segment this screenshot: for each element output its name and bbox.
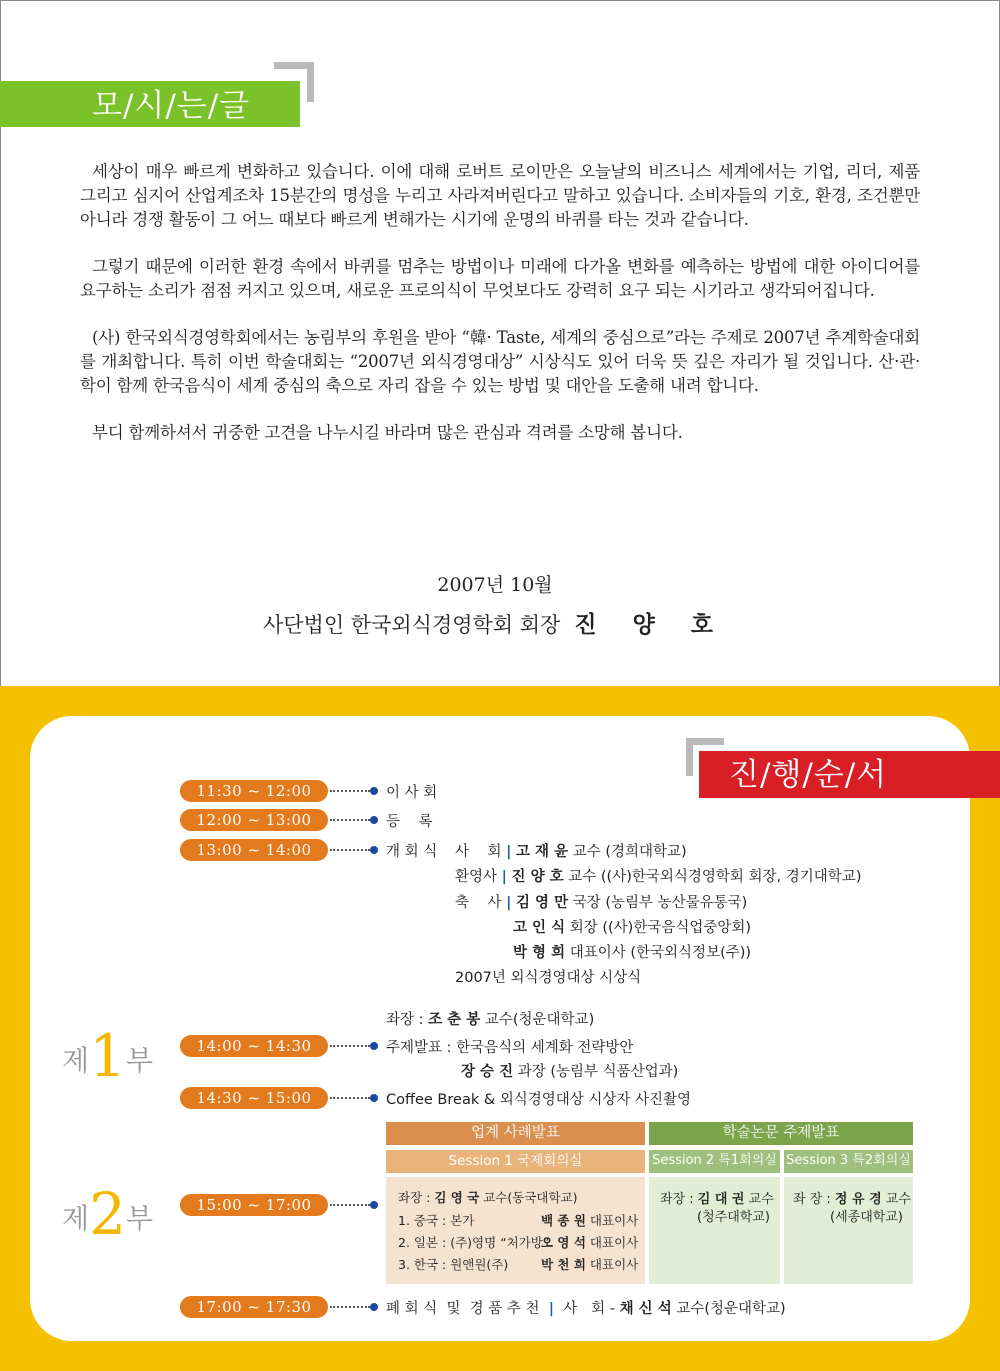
part1-chair [386,1008,594,1029]
chair-label: 좌장 : [398,1190,435,1205]
bullet-icon [370,816,378,824]
bullet-icon [370,1201,378,1209]
part2-label [62,1180,153,1248]
session1-item-label: 2. 일본 : (주)영명 “처가방” [398,1235,550,1250]
opening-congrats-2 [513,916,751,937]
person-name: 고 재 윤 [515,844,569,860]
signer-name: 진 양 호 [574,612,728,638]
letter-paragraph: (사) 한국외식경영학회에서는 농림부의 후원을 받아 “韓· Taste, 세계의 중심으로”라는 주제로 2007년 추계학술대회를 개최합니다. 특히 이번 학술대회는 “2007년 외식경영대상” 시상식도 있어 더욱 뜻 깊은 자리가 될 것입니다. 산·관·학이 함께 한국음식이 세계 중심의 축으로 자리 잡을 수 있는 방법 및 대안을 도출해 내려 합니다. [80,328,920,395]
chair-label: 좌 장 : [793,1192,835,1207]
award-ceremony: 2007년 외식경영대상 시상식 [455,970,642,986]
person-name: 김 대 권 [697,1192,745,1207]
industry-header: 업계 사례발표 [386,1122,645,1145]
session2-chair [660,1190,774,1209]
person-name: 오 영 석 [541,1235,586,1250]
person-name: 박 천 희 [541,1257,586,1272]
part-number: 1 [89,1022,126,1090]
person-name: 정 유 경 [834,1192,882,1207]
chair-label: 좌장 : [660,1192,698,1207]
time-pill: 13:00 ~ 14:00 [180,839,328,861]
person-detail: 교수 [885,1192,911,1207]
opening-mc [455,840,687,861]
session1-item-speaker [541,1233,638,1252]
role-label: 축 사 [455,895,502,911]
part-number: 2 [89,1180,126,1248]
person-detail: 대표이사 (한국외식정보(주)) [569,945,752,961]
row-text: Coffee Break & 외식경영대상 시상자 사진촬영 [386,1092,692,1108]
person-name: 장 승 진 [461,1064,514,1080]
separator-bar: | [548,1301,555,1317]
session1-item-speaker [541,1255,638,1274]
row-text: 등 록 [386,814,433,830]
letter-signature [0,606,990,639]
bullet-icon [370,1094,378,1102]
person-name: 김 영 국 [434,1190,480,1205]
academic-header: 학술논문 주제발표 [649,1122,913,1145]
role-label: 사 회 [455,844,502,860]
dotted-leader [330,790,370,792]
person-detail: 교수(청운대학교) [676,1301,786,1317]
row-text: 개 회 식 [386,844,438,860]
person-role: 대표이사 [589,1257,639,1272]
letter-date: 2007년 10월 [437,574,553,596]
dotted-leader [330,1204,370,1206]
person-detail: 회장 ((사)한국음식업중앙회) [569,920,752,936]
keynote-label: 주제발표 : [386,1040,457,1056]
person-role: 대표이사 [589,1235,639,1250]
session3-affiliation: (세종대학교) [830,1210,903,1225]
separator-bar: | [506,895,512,911]
closing-row [386,1297,786,1318]
person-name: 박 형 희 [513,945,566,961]
opening-welcome [455,865,861,886]
signer-title: 사단법인 한국외식경영학회 회장 [262,613,561,637]
person-name: 진 양 호 [511,869,564,885]
person-name: 고 인 식 [513,920,566,936]
role-label: 환영사 [455,869,498,885]
bullet-icon [370,846,378,854]
letter-paragraph: 세상이 매우 빠르게 변화하고 있습니다. 이에 대해 로버트 로이만은 오늘날의 비즈니스 세계에서는 기업, 리더, 제품 그리고 심지어 산업계조차 15분간의 명성을 누리고 사라져버린다고 말하고 있습니다. 소비자들의 기호, 환경, 조건뿐만 아니라 경쟁 활동이 그 어느 때보다 빠르게 변해가는 시기에 운명의 바퀴를 타는 것과 같습니다. [80,162,920,229]
person-name: 조 춘 봉 [428,1012,481,1028]
session1-item-speaker [541,1211,638,1230]
keynote-topic: 한국음식의 세계화 전략방안 [456,1040,634,1056]
bullet-icon [370,1303,378,1311]
time-pill: 11:30 ~ 12:00 [180,780,328,802]
person-detail: 과장 (농림부 식품산업과) [517,1064,679,1080]
part-label-post: 부 [125,1202,154,1235]
invitation-letter [80,160,920,468]
keynote [386,1036,633,1057]
session1-item-label: 1. 중국 : 본가 [398,1213,475,1228]
opening-congrats [455,891,747,912]
person-detail: 교수(동국대학교) [483,1190,578,1205]
role-label: 사 회 - [563,1301,620,1317]
dotted-leader [330,849,370,851]
letter-paragraph: 그렇기 때문에 이러한 환경 속에서 바퀴를 멈추는 방법이나 미래에 다가올 변화를 예측하는 방법에 대한 아이디어를 요구하는 소리가 점점 커지고 있으며, 새로운 프로의식이 무엇보다도 강력히 요구 되는 시기라고 생각되어집니다. [80,257,920,300]
part-label-pre: 제 [62,1202,90,1235]
dotted-leader [330,1306,370,1308]
part-label-pre: 제 [62,1044,90,1077]
program-title: 진/행/순/서 [729,757,888,793]
session1-header: Session 1 국제회의실 [386,1150,645,1173]
chair-label: 좌장 : [386,1012,429,1028]
dotted-leader [330,1045,370,1047]
person-role: 대표이사 [589,1213,639,1228]
time-pill: 12:00 ~ 13:00 [180,809,328,831]
dotted-leader [330,1097,370,1099]
person-name: 김 영 만 [515,895,569,911]
person-name: 채 신 석 [619,1301,672,1317]
opening-congrats-3 [513,941,751,962]
person-name: 백 종 원 [541,1213,586,1228]
bullet-icon [370,787,378,795]
bullet-icon [370,1042,378,1050]
time-pill: 17:00 ~ 17:30 [180,1296,328,1318]
part-label-post: 부 [125,1044,154,1077]
person-detail: 교수(청운대학교) [484,1012,595,1028]
session1-item-label: 3. 한국 : 원앤원(주) [398,1257,509,1272]
session1-chair [398,1188,578,1207]
time-pill: 14:00 ~ 14:30 [180,1035,328,1057]
session2-header: Session 2 특1회의실 [649,1150,780,1173]
person-detail: 국장 (농림부 농산물유통국) [572,895,748,911]
letter-paragraph: 부디 함께하셔서 귀중한 고견을 나누시길 바라며 많은 관심과 격려를 소망해 봅니다. [92,423,683,442]
person-detail: 교수 (경희대학교) [572,844,687,860]
person-detail: 교수 ((사)한국외식경영학회 회장, 경기대학교) [568,869,862,885]
session3-header: Session 3 특2회의실 [784,1150,913,1173]
person-detail: 교수 [748,1192,774,1207]
row-text: 폐 회 식 및 경 품 추 천 [386,1301,540,1317]
session3-chair [793,1190,911,1209]
time-pill: 14:30 ~ 15:00 [180,1087,328,1109]
separator-bar: | [501,869,507,885]
dotted-leader [330,819,370,821]
session2-affiliation: (청주대학교) [697,1210,770,1225]
separator-bar: | [506,844,512,860]
part1-label [62,1022,153,1090]
time-pill: 15:00 ~ 17:00 [180,1194,328,1216]
keynote-speaker [461,1060,678,1081]
row-text: 이 사 회 [386,785,438,801]
invitation-title: 모/시/는/글 [92,88,251,124]
